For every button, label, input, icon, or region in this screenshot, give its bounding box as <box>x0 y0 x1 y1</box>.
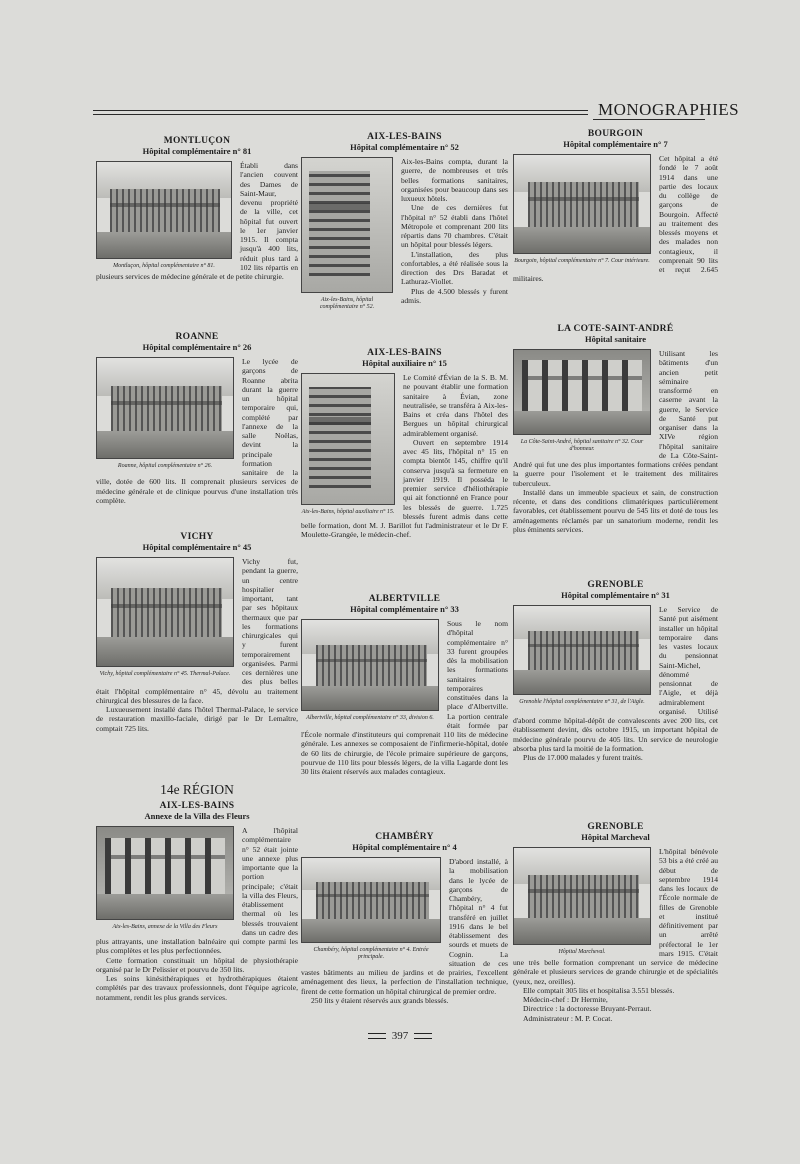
body-text: Administrateur : M. P. Cocat. <box>523 1013 613 1023</box>
figure <box>96 161 232 270</box>
figure <box>301 157 393 311</box>
section-grenoble-31 <box>513 580 718 820</box>
figure <box>513 847 651 956</box>
body-text: L'installation, des plus confortables, a été réalisée sous la direction des Drs Baradat et Lathuraz-Viollet. <box>401 249 508 287</box>
body-text: Établi dans l'ancien couvent des Dames de Saint-Maur, devenu propriété de la ville, cet hôpital fut ouvert le 1er janvier 1915. Il compta jusqu'à 400 lits, réduit plus tard à 102 lits répartis en plusieurs services de médecine générale et de petite chirurgie. <box>96 161 298 281</box>
section-albertville <box>301 594 508 829</box>
section-subtitle: Hôpital complémentaire n° 33 <box>350 604 459 614</box>
body-text: Le Comité d'Évian de la S. B. M. ne pouvant établir une formation sanitaire à Évian, zone neutralisée, se transféra à Aix-les-Bains et créa dans l'hôtel des Bergues un hôpital chirurgical admirablement organisé. <box>403 373 508 438</box>
section-grenoble-marcheval <box>513 822 718 1047</box>
figure-caption: Grenoble l'hôpital complémentaire n° 31, de l'Aigle. <box>519 699 645 705</box>
photo <box>301 373 395 505</box>
photo <box>96 557 234 667</box>
figure-caption: Hôpital Marcheval. <box>558 949 606 955</box>
figure <box>513 154 651 265</box>
photo <box>513 349 651 435</box>
figure <box>301 619 439 722</box>
photo <box>96 161 232 259</box>
page-header-title: MONOGRAPHIES <box>598 100 740 119</box>
figure-caption: Vichy, hôpital complémentaire n° 45. Thermal-Palace. <box>99 671 231 677</box>
section-region-14 <box>96 782 298 1056</box>
photo <box>513 605 651 695</box>
section-title: GRENOBLE <box>587 580 644 590</box>
section-subtitle: Hôpital auxiliaire n° 15 <box>362 358 447 368</box>
section-cote-saint-andre <box>513 324 718 589</box>
section-subtitle: Hôpital complémentaire n° 52 <box>350 142 459 152</box>
body-text: D'abord installé, à la mobilisation dans le lycée de garçons de Chambéry, l'hôpital n° 4 fut transféré en juillet 1916 dans le bel établissement des sourds et muets de Cognin. La situation de ces vastes bâtiments au milieu de jardins et de prairies, l'excellent aménagement des lieux, la perfection de l'installation technique, firent de cette formation un hôpital chirurgical de premier ordre. <box>301 857 508 996</box>
body-text: Sous le nom d'hôpital complémentaire n° 33 furent groupées dès la mobilisation les formations sanitaires temporaires constituées dans la place d'Albertville. La portion centrale était formée par l'École normale d'instituteurs qui comprenait 110 lits de médecine générale. Les annexes se composaient de l'infirmerie-hôpital, dotée de 60 lits de chirurgie, de l'école primaire supérieure de garçons, pourvue de 110 lits pour blessés légers, de la villa Lagarde dont les 30 lits étaient réservés aux malades contagieux. <box>301 619 508 776</box>
figure-caption: La Côte-Saint-André, hôpital sanitaire n° 32. Cour d'honneur. <box>520 439 644 452</box>
figure <box>96 826 234 931</box>
photo <box>513 154 651 254</box>
body-text: Cet hôpital a été fondé le 7 août 1914 dans une partie des locaux du collège de garçons de Bourgoin. Affecté au traitement des blessés moyens et des malades non contagieux, il comprenait 90 lits et reçut 2.645 militaires. <box>513 154 718 284</box>
figure <box>301 857 441 961</box>
header-underline <box>593 119 705 120</box>
photo <box>301 619 439 711</box>
section-bourgoin <box>513 129 718 326</box>
section-montlucon <box>96 136 298 331</box>
body-text: Aix-les-Bains compta, durant la guerre, de nombreuses et très belles formations sanitaires, organisées pour beaucoup dans ses luxueux hôtels. <box>401 157 508 203</box>
photo <box>96 357 234 459</box>
header-rule <box>93 110 588 115</box>
figure-caption: Aix-les-Bains, hôpital auxiliaire n° 15. <box>301 509 395 515</box>
section-aix-52 <box>301 132 508 352</box>
section-title: VICHY <box>180 532 214 542</box>
body-text: Plus de 4.500 blessés y furent admis. <box>401 286 508 305</box>
body-text: Médecin-chef : Dr Hermite, <box>523 995 608 1004</box>
figure-caption: Aix-les-Bains, annexe de la Villa des Fleurs <box>112 924 218 930</box>
body-text: Une de ces dernières fut l'hôpital n° 52 établi dans l'hôtel Métropole et comprenant 200 lits répartis dans 70 chambres. C'était un hôpital pour blessés légers. <box>401 203 508 250</box>
figure <box>96 557 234 678</box>
photo <box>96 826 234 920</box>
body-text: Utilisant les bâtiments d'un ancien petit séminaire transformé en caserne avant la guerre, le Service de Santé put organiser dans la XIVe région l'hôpital sanitaire de La Côte-Saint-André qui fut une des plus importantes formations créées pendant la guerre pour l'isolement et le traitement des militaires tuberculeux. <box>513 349 718 488</box>
figure-caption: Roanne, hôpital complémentaire n° 26. <box>117 463 213 469</box>
section-subtitle: Hôpital complémentaire n° 4 <box>352 842 457 852</box>
section-title: ALBERTVILLE <box>368 594 441 604</box>
body-text: 250 lits y étaient réservés aux grands blessés. <box>311 995 449 1005</box>
section-aix-15 <box>301 348 508 603</box>
section-roanne <box>96 332 298 542</box>
section-chambery <box>301 832 508 1047</box>
section-title: LA COTE-SAINT-ANDRÉ <box>557 324 674 334</box>
body-text: Elle comptait 305 lits et hospitalisa 3.551 blessés. <box>523 985 675 995</box>
section-subtitle: Hôpital sanitaire <box>585 334 646 344</box>
section-title: CHAMBÉRY <box>375 832 434 842</box>
section-subtitle: Annexe de la Villa des Fleurs <box>144 811 250 821</box>
section-title: AIX-LES-BAINS <box>367 348 442 358</box>
body-text: L'hôpital bénévole 53 bis a été créé au début de septembre 1914 dans les locaux de l'École normale de filles de Grenoble et institué définitivement par un arrêté préfectoral le 1er mars 1915. C'était une très belle formation comprenant un service de médecine générale et plusieurs services de grande chirurgie et de spécialités (yeux, nez, oreilles). <box>513 847 718 986</box>
figure-caption: Montluçon, hôpital complémentaire n° 81. <box>113 263 215 269</box>
section-title: ROANNE <box>175 332 219 342</box>
section-subtitle: Hôpital Marcheval <box>581 832 650 842</box>
section-subtitle: Hôpital complémentaire n° 7 <box>563 139 668 149</box>
figure-caption: Aix-les-Bains, hôpital complémentaire n° 52. <box>319 297 375 310</box>
figure <box>301 373 395 516</box>
photo <box>301 857 441 943</box>
section-subtitle: Hôpital complémentaire n° 81 <box>142 146 252 156</box>
section-title: AIX-LES-BAINS <box>367 132 442 142</box>
section-vichy <box>96 532 298 757</box>
body-text: Ouvert en septembre 1914 avec 45 lits, l'hôpital n° 15 en compta bientôt 145, chiffre qu'il conserva jusqu'à sa fermeture en janvier 1919. Il posséda le premier service d'héliothérapie qui ait fonctionné en France pour les blessés de guerre. 1.725 blessés furent admis dans cette belle formation, dont M. J. Barillot fut l'administrateur et le Dr F. Moulette-Grangée, le médecin-chef. <box>301 437 508 540</box>
photo <box>513 847 651 945</box>
section-title: BOURGOIN <box>587 129 644 139</box>
body-text: Directrice : la doctoresse Bruyant-Perraut. <box>523 1004 652 1014</box>
figure-caption: Bourgoin, hôpital complémentaire n° 7. Cour intérieure. <box>514 258 650 264</box>
body-text: Plus de 17.000 malades y furent traités. <box>523 753 643 762</box>
body-text: A l'hôpital complémentaire n° 52 était jointe une annexe plus importante que la portion principale; c'était la villa des Fleurs, établissement thermal où les blessés trouvaient dans un cadre des plus attrayants, une installation balnéaire qui compte parmi les plus complètes et les plus perfectionnées. <box>96 826 298 956</box>
folio-rule-right <box>414 1033 432 1039</box>
section-title: AIX-LES-BAINS <box>159 801 235 811</box>
body-text: Vichy fut, pendant la guerre, un centre hospitalier important, tant par ses hôpitaux thermaux que par les formations chirurgicales qui y furent temporairement organisées. Parmi ces dernières une des plus belles était l'hôpital complémentaire n° 45, dévolu au traitement chirurgical des blessures de la face. <box>96 557 298 705</box>
page-number <box>0 1030 800 1042</box>
body-text: Cette formation constituait un hôpital de physiothérapie organisé par le Dr Pelissier et pourvu de 350 lits. <box>96 955 298 974</box>
body-text: Le Service de Santé put aisément installer un hôpital temporaire dans les vastes locaux du pensionnat Saint-Michel, dénommé pensionnat de l'Aigle, et déjà admirablement organisé. Utilisé d'abord comme hôpital-dépôt de convalescents avec 200 lits, cet établissement devint, dès octobre 1915, un important hôpital de médecine générale pourvu de 405 lits. Un service de neurologie absorba plus tard la moitié de la formation. <box>513 605 718 753</box>
body-text: Installé dans un immeuble spacieux et sain, de construction récente, et dans des conditions climatériques particulièrement favorables, cet établissement pourvu de 545 lits et doté de tous les aménagements réclamés par un sanatorium moderne, rendit les plus éminents services. <box>513 487 718 534</box>
page-number-text: 397 <box>391 1030 409 1042</box>
figure-caption: Chambéry, hôpital complémentaire n° 4. Entrée principale. <box>313 947 429 960</box>
figure <box>513 349 651 453</box>
region-heading: 14e RÉGION <box>160 782 234 797</box>
photo <box>301 157 393 293</box>
figure <box>513 605 651 706</box>
section-subtitle: Hôpital complémentaire n° 26 <box>142 342 252 352</box>
folio-rule-left <box>368 1033 386 1039</box>
section-title: MONTLUÇON <box>163 136 231 146</box>
body-text: Le lycée de garçons de Roanne abrita durant la guerre un hôpital temporaire qui, complété par l'annexe de la salle Noëlas, devint la principale formation sanitaire de la ville, dotée de 600 lits. Il comprenait plusieurs services de médecine générale et de clinique pourvus d'une installation très complète. <box>96 357 298 505</box>
body-text: Luxueusement installé dans l'hôtel Thermal-Palace, le service de restauration maxillo-faciale, dirigé par le Dr Lemaître, comptait 725 lits. <box>96 705 298 733</box>
figure-caption: Albertville, hôpital complémentaire n° 33, division 6. <box>306 715 434 721</box>
section-subtitle: Hôpital complémentaire n° 45 <box>142 542 252 552</box>
section-subtitle: Hôpital complémentaire n° 31 <box>561 590 670 600</box>
body-text: Les soins kinésithérapiques et hydrothérapiques étaient complétés par des travaux professionnels, dont l'équipe agricole, notamment, rendit les plus grands services. <box>96 974 298 1002</box>
section-title: GRENOBLE <box>587 822 644 832</box>
figure <box>96 357 234 470</box>
